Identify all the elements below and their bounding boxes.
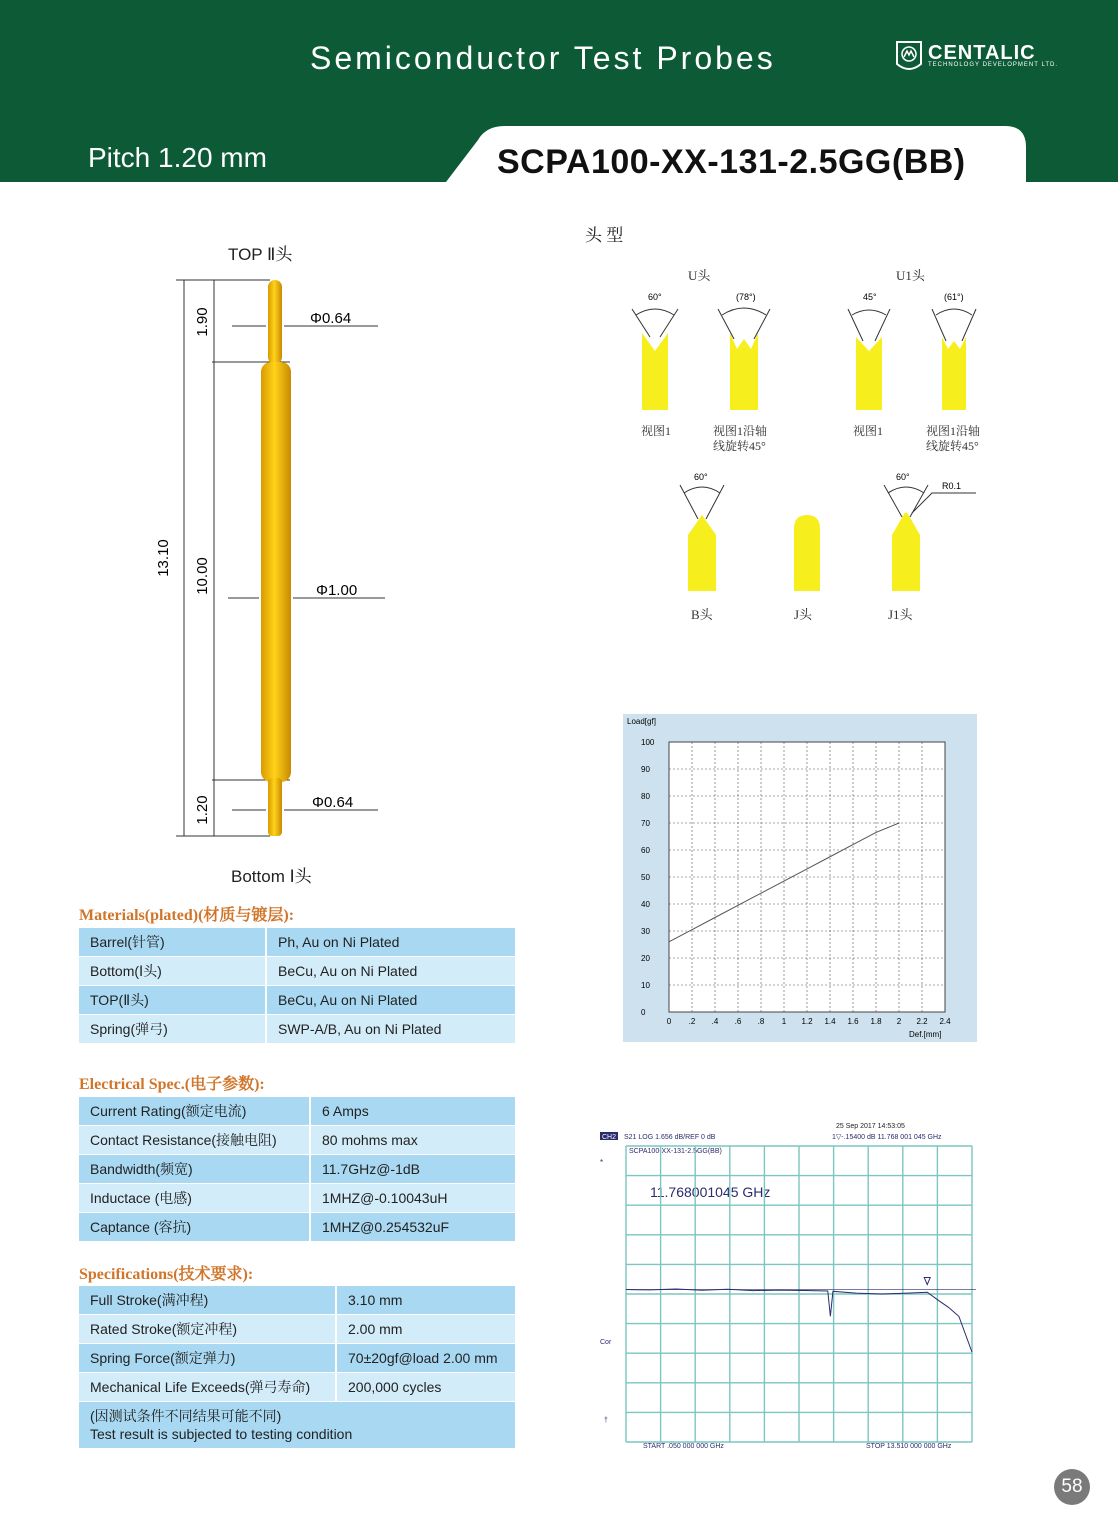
table-row xyxy=(79,1344,516,1373)
table-row xyxy=(79,1155,516,1184)
tip-types-title: 头 型 xyxy=(585,226,624,245)
logo-subtitle: TECHNOLOGY DEVELOPMENT LTD. xyxy=(928,62,1059,68)
table-cell: Barrel(针管) xyxy=(79,928,266,957)
table-cell: Rated Stroke(额定冲程) xyxy=(79,1315,336,1344)
u1-angle-2: (61°) xyxy=(944,292,964,302)
load-y-tick: 100 xyxy=(641,738,655,747)
b-tip-label: B头 xyxy=(691,607,713,622)
u1-tip-title: U1头 xyxy=(896,268,925,283)
u-tip-view1-shape xyxy=(642,333,668,410)
load-y-tick: 10 xyxy=(641,981,650,990)
load-x-tick: .6 xyxy=(734,1017,742,1026)
j-tip-label: J头 xyxy=(794,607,813,622)
table-cell: Spring(弹弓) xyxy=(79,1015,266,1044)
table-row xyxy=(79,1402,516,1449)
electrical-title: Electrical Spec.(电子参数): xyxy=(79,1076,265,1093)
load-y-tick: 90 xyxy=(641,765,650,774)
load-y-tick: 50 xyxy=(641,873,650,882)
table-row xyxy=(79,1373,516,1402)
j1-radius: R0.1 xyxy=(942,481,962,491)
load-y-tick: 60 xyxy=(641,846,650,855)
u-angle-1: 60° xyxy=(648,292,662,302)
u1-view2-caption-2: 线旋转45° xyxy=(926,439,979,453)
table-cell: TOP(Ⅱ头) xyxy=(79,986,266,1015)
table-cell: 80 mohms max xyxy=(310,1126,516,1155)
load-y-tick: 80 xyxy=(641,792,650,801)
load-x-tick: 1 xyxy=(781,1017,787,1026)
u-angle-2: (78°) xyxy=(736,292,756,302)
table-row xyxy=(79,1126,516,1155)
table-row xyxy=(79,1097,516,1126)
j-tip-shape xyxy=(794,515,820,591)
dim-bottom-diameter: Φ0.64 xyxy=(312,794,354,811)
table-cell: Bandwidth(频宽) xyxy=(79,1155,310,1184)
load-x-tick: 1.6 xyxy=(847,1017,859,1026)
model-number: SCPA100-XX-131-2.5GG(BB) xyxy=(497,143,966,181)
note-cn: (因测试条件不同结果可能不同) xyxy=(90,1408,282,1424)
na-side-label-1: * xyxy=(600,1158,604,1167)
dim-top-diameter: Φ0.64 xyxy=(310,310,352,327)
table-row xyxy=(79,986,516,1015)
dim-bottom-length: 1.20 xyxy=(194,795,211,825)
table-cell: Inductace (电感) xyxy=(79,1184,310,1213)
network-analyzer-chart xyxy=(598,1118,978,1452)
table-cell: SWP-A/B, Au on Ni Plated xyxy=(266,1015,516,1044)
na-marker-readout: 1▽-.15400 dB 11.768 001 045 GHz xyxy=(832,1134,942,1141)
u1-angle-1: 45° xyxy=(863,292,877,302)
table-cell: Mechanical Life Exceeds(弹弓寿命) xyxy=(79,1373,336,1402)
probe-barrel xyxy=(261,362,291,782)
load-y-tick: 30 xyxy=(641,927,650,936)
load-x-tick: 2 xyxy=(896,1017,902,1026)
b-tip-shape xyxy=(688,515,716,591)
u1-view1-caption: 视图1 xyxy=(853,424,884,438)
table-cell: Current Rating(额定电流) xyxy=(79,1097,310,1126)
load-y-tick: 40 xyxy=(641,900,650,909)
u-view2-caption-1: 视图1沿轴 xyxy=(713,424,768,438)
na-side-label-2: Cor xyxy=(600,1339,612,1346)
na-marker-big: 11.768001045 GHz xyxy=(650,1184,771,1200)
u1-tip-view2-shape xyxy=(942,337,966,410)
table-cell: Full Stroke(满冲程) xyxy=(79,1286,336,1315)
table-cell: 1MHZ@-0.10043uH xyxy=(310,1184,516,1213)
load-x-tick: 0 xyxy=(666,1017,672,1026)
load-x-tick: 1.4 xyxy=(824,1017,836,1026)
table-row xyxy=(79,928,516,957)
top-tip-label: TOP Ⅱ头 xyxy=(228,245,293,264)
table-cell: 6 Amps xyxy=(310,1097,516,1126)
table-cell: Captance (容抗) xyxy=(79,1213,310,1242)
b-angle: 60° xyxy=(694,472,708,482)
table-cell: 3.10 mm xyxy=(336,1286,516,1315)
na-trace-name: SCPA100-XX-131-2.5GG(BB) xyxy=(629,1148,722,1155)
table-cell: 70±20gf@load 2.00 mm xyxy=(336,1344,516,1373)
u-view1-caption: 视图1 xyxy=(641,424,672,438)
probe-top-plunger xyxy=(268,280,282,364)
load-x-tick: 1.8 xyxy=(870,1017,882,1026)
page-title: Semiconductor Test Probes xyxy=(310,40,776,76)
probe-drawing xyxy=(140,270,400,850)
dim-total: 13.10 xyxy=(155,539,172,577)
table-cell: Contact Resistance(接触电阻) xyxy=(79,1126,310,1155)
j1-tip-shape xyxy=(892,513,920,592)
materials-table xyxy=(79,928,517,1044)
dim-body-diameter: Φ1.00 xyxy=(316,582,358,599)
u-view2-caption-2: 线旋转45° xyxy=(713,439,766,453)
table-row xyxy=(79,1184,516,1213)
j1-angle: 60° xyxy=(896,472,910,482)
load-chart-ylabel: Load[gf] xyxy=(627,717,656,726)
table-row xyxy=(79,1015,516,1044)
table-cell: Ph, Au on Ni Plated xyxy=(266,928,516,957)
table-cell: BeCu, Au on Ni Plated xyxy=(266,986,516,1015)
u1-view2-caption-1: 视图1沿轴 xyxy=(926,424,981,438)
load-y-tick: 20 xyxy=(641,954,650,963)
table-row xyxy=(79,1286,516,1315)
dim-top-length: 1.90 xyxy=(194,307,211,337)
j1-tip-label: J1头 xyxy=(888,607,913,622)
u-tip-view2-shape xyxy=(730,333,758,410)
test-condition-note xyxy=(79,1402,516,1449)
load-x-tick: 2.2 xyxy=(916,1017,928,1026)
load-x-tick: 1.2 xyxy=(801,1017,813,1026)
na-channel: CH2 xyxy=(602,1134,617,1141)
table-row xyxy=(79,1213,516,1242)
load-chart-xlabel: Def.[mm] xyxy=(909,1030,942,1039)
table-cell: 11.7GHz@-1dB xyxy=(310,1155,516,1184)
probe-bottom-plunger xyxy=(268,778,282,836)
electrical-table xyxy=(79,1097,517,1242)
specifications-table xyxy=(79,1286,517,1449)
tip-types-drawing xyxy=(620,285,1020,625)
u1-tip-view1-shape xyxy=(856,337,882,410)
table-row xyxy=(79,957,516,986)
load-y-tick: 70 xyxy=(641,819,650,828)
table-cell: 200,000 cycles xyxy=(336,1373,516,1402)
load-x-tick: .8 xyxy=(757,1017,765,1026)
note-en: Test result is subjected to testing condition xyxy=(90,1426,353,1442)
table-cell: Bottom(Ⅰ头) xyxy=(79,957,266,986)
table-cell: 2.00 mm xyxy=(336,1315,516,1344)
table-row xyxy=(79,1315,516,1344)
load-y-tick: 0 xyxy=(641,1008,646,1017)
na-start: START .050 000 000 GHz xyxy=(643,1443,724,1450)
table-cell: BeCu, Au on Ni Plated xyxy=(266,957,516,986)
na-stop: STOP 13.510 000 000 GHz xyxy=(866,1443,952,1450)
pitch-label: Pitch 1.20 mm xyxy=(88,142,267,173)
load-x-tick: .2 xyxy=(688,1017,696,1026)
na-header-date: 25 Sep 2017 14:53:05 xyxy=(836,1123,905,1130)
load-x-tick: 2.4 xyxy=(939,1017,951,1026)
table-cell: Spring Force(额定弹力) xyxy=(79,1344,336,1373)
logo-name: CENTALIC xyxy=(928,42,1036,64)
specifications-title: Specifications(技术要求): xyxy=(79,1266,254,1283)
load-deflection-chart xyxy=(623,714,977,1042)
bottom-tip-label: Bottom Ⅰ头 xyxy=(231,867,312,886)
table-cell: 1MHZ@0.254532uF xyxy=(310,1213,516,1242)
load-x-tick: .4 xyxy=(711,1017,719,1026)
materials-title: Materials(plated)(材质与镀层): xyxy=(79,907,295,924)
dim-body-length: 10.00 xyxy=(194,557,211,595)
na-side-label-3: † xyxy=(604,1417,608,1424)
page-number: 58 xyxy=(1054,1469,1090,1505)
na-header-left: S21 LOG 1.656 dB/REF 0 dB xyxy=(624,1134,716,1141)
u-tip-title: U头 xyxy=(688,268,711,283)
